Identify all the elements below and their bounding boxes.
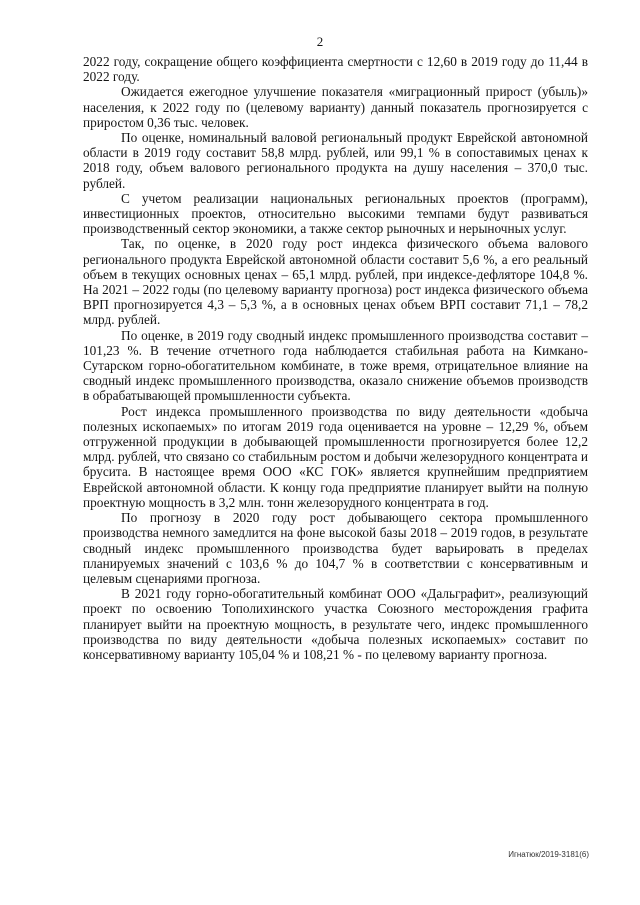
paragraph-grp-nominal: По оценке, номинальный валовой региональный продукт Еврейской автономной области в 2019 году составит 58,8 млрд. рублей, или 99,1 % в сопоставимых ценах к 2018 году, объем валового регионального продукта на душу населения – 370,0 тыс. рублей.: [83, 130, 588, 191]
paragraph-mining: Рост индекса промышленного производства по виду деятельности «добыча полезных ископаемых» по итогам 2019 года оценивается на уровне – 12,29 %, объем отгруженной продукции в добывающей промышленности прогнозируется более 12,2 млрд. рублей, что связано со стабильным ростом и добычи железорудного концентрата и брусита. В настоящее время ООО «КС ГОК» является крупнейшим предприятием Еврейской автономной области. К концу года предприятие планирует выйти на полную проектную мощность в 3,2 млн. тонн железорудного концентрата в год.: [83, 403, 588, 510]
paragraph-migration: Ожидается ежегодное улучшение показателя «миграционный прирост (убыль)» населения, к 2022 году по (целевому варианту) данный показатель прогнозируется с приростом 0,36 тыс. человек.: [83, 84, 588, 130]
footer-reference: Игнатюк/2019-3181(6): [508, 850, 589, 859]
paragraph-industrial-index: По оценке, в 2019 году сводный индекс промышленного производства составит – 101,23 %. В течение отчетного года наблюдается стабильная работа на Кимкано-Сутарском горно-обогатительном комбинате, в тоже время, отрицательное влияние на сводный индекс промышленного производства, оказало снижение объемов производств в обрабатывающей промышленности субъекта.: [83, 327, 588, 404]
paragraph-forecast-2020: По прогнозу в 2020 году рост добывающего сектора промышленного производства немного замедлится на фоне высокой базы 2018 – 2019 годов, в результате сводный индекс промышленного производства будет варьировать в пределах планируемых значений с 103,6 % до 104,7 % в соответствии с консервативным и целевым сценариями прогноза.: [83, 510, 588, 586]
paragraph-mortality: 2022 году, сокращение общего коэффициента смертности с 12,60 в 2019 году до 11,44 в 2022 году.: [83, 54, 588, 85]
paragraph-grp-index: Так, по оценке, в 2020 году рост индекса физического объема валового регионального продукта Еврейской автономной области составит 5,6 %, а его реальный объем в текущих основных ценах – 65,1 млрд. рублей, при индексе-дефляторе 104,8 %. На 2021 – 2022 годы (по целевому варианту прогноза) рост индекса физического объема ВРП прогнозируется 4,3 – 5,3 %, а в основных ценах объем ВРП составит 71,1 – 78,2 млрд. рублей.: [83, 236, 588, 328]
document-body: [83, 54, 588, 662]
page-number: 2: [316, 34, 324, 49]
paragraph-dalgrafit: В 2021 году горно-обогатительный комбинат ООО «Дальграфит», реализующий проект по освоению Тополихинского участка Союзного месторождения графита планирует выйти на проектную мощность, в результате чего, индекс промышленного производства по виду деятельности «добыча полезных ископаемых» составит по консервативному варианту 105,04 % и 108,21 % - по целевому варианту прогноза.: [83, 586, 588, 662]
paragraph-national-projects: С учетом реализации национальных региональных проектов (программ), инвестиционных проектов, относительно высокими темпами будут развиваться производственный сектор экономики, а также сектор рыночных и нерыночных услуг.: [83, 190, 588, 237]
